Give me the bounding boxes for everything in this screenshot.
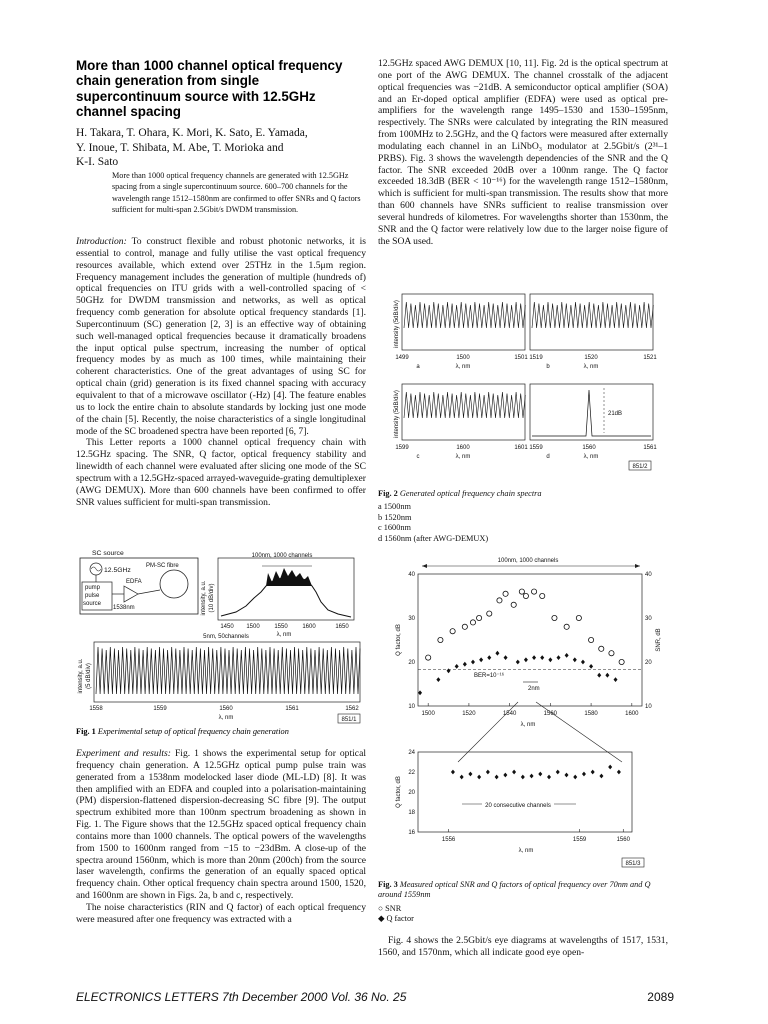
- author-list: [76, 126, 366, 170]
- axis-label: intensity (5dB/div): [394, 390, 400, 438]
- x-axis-label: λ, nm: [518, 848, 534, 854]
- panel-letter: c: [416, 454, 420, 460]
- snr-point: [564, 624, 569, 629]
- author-line: H. Takara, T. Ohara, K. Mori, K. Sato, E. Yamada,: [76, 127, 308, 139]
- x-tick-label: 1601: [514, 445, 528, 451]
- q-factor-point: [538, 772, 542, 777]
- zoom-annotation: 5nm, 50channels: [203, 634, 249, 640]
- figure-2-caption: [378, 489, 668, 544]
- results-paragraph: Fig. 4 shows the 2.5Gbit/s eye diagrams at wavelengths of 1517, 1531, 1560, and 1570nm, which all indicate good eye open-: [378, 935, 668, 958]
- experiment-section: [76, 748, 366, 926]
- x-tick-label: 1500: [421, 711, 435, 717]
- axis-label: intensity, a.u.: [78, 658, 84, 694]
- figure-tag: 851/3: [625, 861, 641, 867]
- q-factor-point: [504, 655, 508, 660]
- x-tick-label: 1600: [456, 445, 470, 451]
- q-factor-point: [463, 662, 467, 667]
- snr-point: [523, 593, 528, 598]
- chart-annotation: 100nm, 1000 channels: [497, 558, 559, 564]
- q-factor-point: [547, 775, 551, 780]
- caption-text: Measured optical SNR and Q factors of optical frequency over 70nm and Q around 1559nm: [378, 880, 651, 900]
- x-axis-label: λ, nm: [583, 454, 599, 460]
- y-axis-label-right: SNR, dB: [656, 628, 662, 652]
- crosstalk-label: 21dB: [608, 411, 623, 417]
- sc-spectrum-fill: [266, 568, 312, 586]
- axis-label: intensity (5dB/div): [394, 300, 400, 348]
- q-factor-point: [557, 655, 561, 660]
- figure-3: [378, 552, 668, 882]
- x-axis-label: λ, nm: [455, 364, 471, 370]
- q-factor-point: [460, 775, 464, 780]
- snr-point: [609, 651, 614, 656]
- snr-point: [531, 589, 536, 594]
- q-factor-point: [605, 673, 609, 678]
- q-factor-point: [521, 775, 525, 780]
- snr-point: [450, 629, 455, 634]
- snr-point: [470, 620, 475, 625]
- y-tick-label: 22: [408, 770, 415, 776]
- y-axis-label-left: Q factor, dB: [396, 624, 402, 656]
- figure-1: [76, 546, 366, 738]
- caption-item: b 1520nm: [378, 512, 412, 522]
- x-tick-label: 1562: [345, 706, 359, 712]
- caption-item: c 1600nm: [378, 523, 411, 533]
- pump-label: source: [83, 601, 102, 607]
- panel-d-trace: [532, 390, 651, 436]
- chart-1-ticks: [408, 572, 652, 717]
- axis-label: (5 dB/div): [86, 663, 92, 689]
- q-factor-point: [581, 660, 585, 665]
- chart-annotation: 20 consecutive channels: [485, 803, 551, 809]
- x-tick-label: 1559: [153, 706, 167, 712]
- x-tick-label: 1450: [220, 624, 234, 630]
- snr-point: [426, 655, 431, 660]
- x-tick-label: 1558: [89, 706, 103, 712]
- x-tick-label: 1500: [246, 624, 260, 630]
- y-tick-label: 20: [408, 790, 415, 796]
- q-factor-point: [556, 770, 560, 775]
- q-factor-point: [503, 773, 507, 778]
- snr-point: [487, 611, 492, 616]
- panel-letter: a: [416, 364, 420, 370]
- q-factor-point: [608, 765, 612, 770]
- figure-3-caption: [378, 880, 668, 925]
- x-tick-label: 1560: [543, 711, 558, 717]
- figure-1-caption: [76, 727, 289, 736]
- panel-c-frame: [402, 384, 525, 440]
- caption-label: Fig. 2: [378, 489, 398, 498]
- author-line: K-I. Sato: [76, 156, 119, 168]
- q-factor-point: [617, 770, 621, 775]
- x-axis-label: λ, nm: [583, 364, 599, 370]
- x-axis-label: λ, nm: [455, 454, 471, 460]
- figure-2: [378, 288, 668, 488]
- figure-tag: 851/1: [341, 717, 357, 723]
- q-factor-point: [516, 660, 520, 665]
- q-factor-point: [477, 775, 481, 780]
- top-x-ticks: [220, 624, 349, 630]
- q-factor-point: [495, 651, 499, 656]
- x-tick-label: 1600: [302, 624, 316, 630]
- edfa-amplifier-icon: [124, 586, 138, 602]
- snr-point: [519, 589, 524, 594]
- snr-point: [503, 591, 508, 596]
- q-factor-point: [591, 770, 595, 775]
- x-axis-label: λ, nm: [276, 632, 292, 638]
- bottom-x-ticks: [89, 706, 359, 712]
- q-factor-point: [582, 772, 586, 777]
- q-factor-point: [532, 655, 536, 660]
- q-factor-point: [455, 664, 459, 669]
- eye-diagram-section: [378, 935, 668, 959]
- snr-point: [462, 624, 467, 629]
- q-factor-point: [573, 657, 577, 662]
- panel-a-trace: [404, 302, 525, 328]
- x-tick-label: 1599: [395, 445, 409, 451]
- q-factor-point: [564, 773, 568, 778]
- x-tick-label: 1556: [441, 837, 456, 843]
- q-factor-point: [599, 774, 603, 779]
- x-tick-label: 1561: [285, 706, 299, 712]
- q-factor-point: [573, 775, 577, 780]
- rf-label: 12.5GHz: [104, 567, 131, 574]
- paragraph-text: Fig. 1 shows the experimental setup for optical frequency chain generation. A 12.5GHz optical pump pulse train was generated from a 1538nm modelocked laser diode (ML-LD) [8]. It was then amplified with an EDFA and coupled into a polarisation-maintaining (PM) dispersion-flattened dispersion-decreasing SC fibre [9]. The output spectrum exhibited more than 100nm spectrum broadening as shown in Fig. 1. The Figure shows that the 12.5GHz spaced optical frequency chain contains more than 1000 channels. The optical powers of the wavelengths from 1500 to 1600nm ranged from −15 to −23dBm. A close-up of the spectra around 1560nm, which is more than 20nm (200ch) from the source laser wavelength, confirms the generation of an equally spaced optical frequency chain. Other optical frequency chain spectra around 1500, 1520, and 1600nm are shown in Figs. 2a, b and c, respectively.: [76, 748, 366, 902]
- results-paragraph: 12.5GHz spaced AWG DEMUX [10, 11]. Fig. 2d is the optical spectrum at one port of the AWG DEMUX. The channel crosstalk of the adjacent optical frequencies was −21dB. A semiconductor optical amplifier (SOA) and an Er-doped optical amplifier (EDFA) were used as optical pre-amplifiers for the wavelength range 1495–1530 and 1530–1595nm, respectively. The SNRs were calculated by integrating the RIN measured from 100MHz to 2.5GHz, and the Q factors were measured after externally modulating each channel in an LiNbO₃ modulator at 2.5Gbit/s (2³¹–1 PRBS). Fig. 3 shows the wavelength dependencies of the SNR and the Q factor. The SNR exceeded 20dB over a 100nm range. The Q factor exceeded 18.3dB (BER < 10⁻¹⁶) for the wavelength range 1512–1580nm, which is sufficient for multi-span transmission. The results show that more than 600 channels have SNRs sufficient to realise transmission over several hundreds of kilometres. For wavelengths shorter than 1530nm, the SNR and the Q factor were relatively low due to the larger noise figure of the SOA used.: [378, 58, 668, 247]
- x-tick-label: 1521: [643, 355, 657, 361]
- q-factor-point: [614, 677, 618, 682]
- intro-paragraph: [76, 236, 366, 437]
- snr-point: [476, 615, 481, 620]
- x-tick-label: 1559: [529, 445, 543, 451]
- x-tick-label: 1561: [643, 445, 657, 451]
- author-line: Y. Inoue, T. Shibata, M. Abe, T. Morioka and: [76, 141, 284, 154]
- span-label: 2nm: [528, 686, 540, 692]
- panel-letter: d: [546, 454, 550, 460]
- caption-item: d 1560nm (after AWG-DEMUX): [378, 533, 489, 543]
- q-factor-point: [495, 775, 499, 780]
- x-tick-label: 1550: [274, 624, 288, 630]
- q-factor-point: [530, 774, 534, 779]
- y-tick-label-right: 30: [645, 616, 652, 622]
- caption-text: Generated optical frequency chain spectra: [399, 489, 542, 498]
- x-tick-label: 1559: [572, 837, 587, 843]
- y-tick-label: 18: [408, 810, 415, 816]
- snr-point: [438, 637, 443, 642]
- chart-1-marks: [418, 589, 624, 695]
- x-tick-label: 1501: [514, 355, 528, 361]
- abstract: More than 1000 optical frequency channels are generated with 12.5GHz spacing from a single supercontinuum source. 600–700 channels for the wavelength range 1512–1580nm are confirmed to offer SNRs and Q factors sufficient for multi-span 2.5Gbit/s DWDM transmission.: [112, 171, 361, 214]
- panel-a-frame: [402, 294, 525, 350]
- y-tick-label: 30: [408, 616, 415, 622]
- figure-tag: 851/2: [632, 464, 648, 470]
- caption-line: [378, 880, 668, 901]
- x-tick-label: 1650: [335, 624, 349, 630]
- x-tick-label: 1560: [616, 837, 630, 843]
- q-factor-point: [451, 770, 455, 775]
- y-tick-label: 16: [408, 830, 415, 836]
- x-axis-label: λ, nm: [520, 722, 536, 728]
- panel-letter: b: [546, 364, 550, 370]
- y-tick-label: 20: [408, 660, 415, 666]
- q-factor-point: [486, 770, 490, 775]
- q-factor-point: [524, 657, 528, 662]
- pump-label: pump: [85, 585, 101, 591]
- pump-wavelength-label: 1538nm: [113, 605, 135, 611]
- y-tick-label: 10: [408, 704, 415, 710]
- section-lead: Experiment and results:: [76, 748, 171, 759]
- x-axis-label: λ, nm: [218, 715, 234, 721]
- fibre-coil-icon: [160, 570, 188, 598]
- x-tick-label: 1519: [529, 355, 543, 361]
- x-tick-label: 1560: [582, 445, 596, 451]
- ber-label: BER=10⁻¹⁶: [474, 673, 505, 679]
- panel-b-trace: [532, 302, 653, 328]
- journal-name: ELECTRONICS LETTERS 7th December 2000 Vol. 36 No. 25: [76, 990, 407, 1004]
- axis-label: (10 dB/div): [209, 583, 215, 613]
- q-zoom-plot-frame: [418, 752, 632, 832]
- caption-items: [378, 502, 668, 544]
- y-axis-label: Q factor, dB: [396, 776, 402, 808]
- snr-point: [497, 598, 502, 603]
- experiment-paragraph: The noise characteristics (RIN and Q factor) of each optical frequency were measured after one frequency was extracted with a: [76, 901, 366, 925]
- chart-2-ticks: [408, 750, 630, 843]
- x-tick-label: 1600: [625, 711, 639, 717]
- bandwidth-annotation: 100nm, 1000 channels: [251, 553, 313, 559]
- q-factor-point: [468, 772, 472, 777]
- caption-line: [378, 489, 668, 499]
- x-tick-label: 1520: [584, 355, 598, 361]
- q-factor-point: [540, 655, 544, 660]
- edfa-label: EDFA: [126, 579, 142, 585]
- x-tick-label: 1499: [395, 355, 409, 361]
- closeup-comb-trace: [96, 647, 360, 694]
- caption-item: a 1500nm: [378, 502, 411, 512]
- x-tick-label: 1540: [502, 711, 517, 717]
- caption-text: Experimental setup of optical frequency chain generation: [97, 727, 289, 736]
- q-factor-point: [597, 673, 601, 678]
- paragraph-text: To construct flexible and robust photonic networks, it is essential to control, manage and fully utilise the vast optical frequency resources available, which extend over 25THz in the 1.5μm region. Frequency management includes the generation of multiple (hundreds of) optical frequencies on ITU grids with a well-controlled spacing of < 50GHz for DWDM transmission and networks, as well as optical frequency comb generation for absolute optical frequency standards [1]. Supercontinuum (SC) generation [2, 3] is an effective way of obtaining such well-managed optical frequencies because it dramatically broadens the input optical pulse spectrum, increasing the number of optical frequency modes by as much as 100 times, while maintaining their coherent characteristics. One of the great advantages of using SC for optical chain (grid) generation is its fixed channel spacing with accuracy equivalent to that of a microwave oscillator (-Hz) [4]. The feature enables us to lock the entire chain to absolute standards by locking just one mode of the chain [5]. Recently, the noise characteristics of a single longitudinal mode of the SC broadened spectra have been reported [6, 7].: [76, 236, 366, 437]
- paper-title: More than 1000 channel optical frequency chain generation from single supercontinuum source with 12.5GHz channel spacing: [76, 58, 343, 120]
- sc-source-label: SC source: [92, 550, 124, 557]
- snr-point: [619, 659, 624, 664]
- intro-paragraph: This Letter reports a 1000 channel optical frequency chain with 12.5GHz spacing. The SNR, Q factor, optical frequency stability and linewidth of each channel were evaluated after slicing one mode of the SC spectrum with a 12.5GHz-spaced arrayed-waveguide-grating demultiplexer (AWG DEMUX). More than 600 channels have been confirmed to offer SNR values sufficient for multi-span transmission.: [76, 437, 366, 508]
- q-factor-point: [471, 660, 475, 665]
- panel-b-frame: [530, 294, 653, 350]
- q-factor-point: [436, 677, 440, 682]
- snr-point: [599, 646, 604, 651]
- y-tick-label: 24: [408, 750, 415, 756]
- snr-point: [540, 593, 545, 598]
- q-factor-point: [565, 653, 569, 658]
- y-tick-label-right: 40: [645, 572, 652, 578]
- y-tick-label: 40: [408, 572, 415, 578]
- legend-q: ◆ Q factor: [378, 914, 414, 924]
- fibre-label: PM-SC fibre: [146, 563, 179, 569]
- q-factor-point: [487, 655, 491, 660]
- results-section: [378, 58, 668, 248]
- snr-point: [511, 602, 516, 607]
- x-tick-label: 1520: [462, 711, 476, 717]
- chart-2-marks: [451, 765, 621, 780]
- x-tick-label: 1560: [219, 706, 233, 712]
- q-factor-point: [548, 657, 552, 662]
- q-factor-point: [479, 657, 483, 662]
- y-tick-label-right: 20: [645, 660, 652, 666]
- snr-point: [576, 615, 581, 620]
- q-factor-point: [512, 770, 516, 775]
- intro-section: [76, 236, 366, 508]
- panel-c-trace: [404, 392, 525, 418]
- x-tick-label: 1500: [456, 355, 470, 361]
- q-factor-point: [418, 690, 422, 695]
- x-tick-label: 1580: [584, 711, 598, 717]
- axis-label: intensity, a.u.: [201, 580, 207, 616]
- page-number: 2089: [647, 990, 674, 1004]
- y-tick-label-right: 10: [645, 704, 652, 710]
- experiment-paragraph: [76, 748, 366, 902]
- q-factor-point: [447, 668, 451, 673]
- caption-label: Fig. 1: [76, 727, 96, 736]
- q-factor-point: [589, 664, 593, 669]
- legend-snr: ○ SNR: [378, 903, 402, 913]
- section-lead: Introduction:: [76, 236, 127, 247]
- snr-point: [552, 615, 557, 620]
- pump-label: pulse: [85, 593, 100, 599]
- snr-point: [588, 637, 593, 642]
- caption-label: Fig. 3: [378, 880, 398, 889]
